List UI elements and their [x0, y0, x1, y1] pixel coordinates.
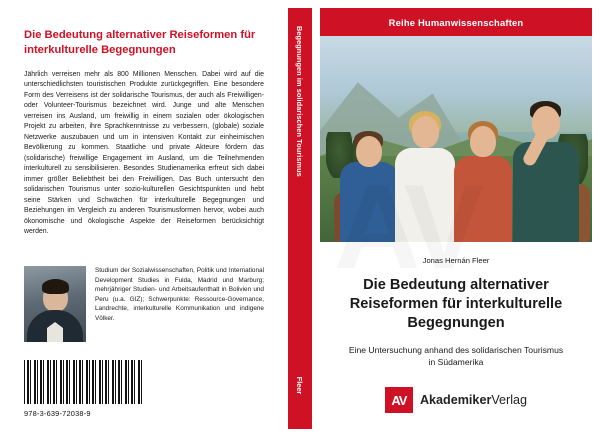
cover-photo	[320, 36, 592, 242]
spine-author	[288, 375, 312, 393]
author-block	[24, 266, 264, 342]
back-cover-title: Die Bedeutung alternativer Reiseformen für interkulturelle Begegnungen	[24, 29, 256, 56]
publisher-logo-block	[320, 387, 592, 413]
torso-shape	[395, 148, 455, 242]
head-shape	[356, 136, 382, 167]
ean-13-barcode	[24, 360, 142, 404]
series-banner: Reihe Humanwissenschaften	[320, 8, 592, 36]
head-shape	[470, 126, 496, 157]
back-cover-panel	[8, 8, 280, 429]
publisher-name-part-2: Verlag	[491, 393, 528, 407]
front-cover-author: Jonas Hernán Fleer	[422, 256, 490, 265]
torso-shape	[454, 156, 512, 242]
torso-shape	[340, 162, 398, 242]
author-biography: Studium der Sozialwissenschaften, Politik und International Development Studies in Fulda, Madrid und Marburg; mehrjähriger Studien- und Arbeitsaufenthalt in Bolivien und Peru (u.a. GIZ); Schwerpunkte: Ressource-Governance, Landrechte, interkulturelle Kommunikation und indigene Völker.	[95, 267, 264, 323]
head-shape	[412, 116, 439, 148]
spine-author-label: Fleer	[295, 376, 305, 395]
publisher-name-part-1: Akademiker	[419, 393, 492, 407]
hiker-figure	[450, 110, 516, 242]
hikers-group	[320, 82, 592, 242]
hiker-figure	[338, 120, 400, 242]
back-cover-blurb: Jährlich verreisen mehr als 800 Millionen Menschen. Dabei wird auf die unterschiedlichsten touristischen Produkte zurückgegriffen. Eine besondere Form des Verreisens ist der solidarische Tourismus, der auch als Freiwilligen- oder Volunteer-Tourismus bezeichnet wird. Junge und alte Menschen verreisen ins Ausland, um freiwillig in einem sozialen oder ökologischen Projekt zu arbeiten, ihre Sprachkenntnisse zu verbessern, (globale) soziale Netzwerke auszubauen und um in intensiven Kontakt zur einheimischen Bevölkerung zu kommen. Staatliche und private Akteure fördern das (solidarische) freiwillige Engagement im Ausland, um die Teilnehmenden interkulturell zu sensibilisieren. Besondes Studienamerika erfreut sich dabei immer größer Beliebtheit bei den Freiwilligen. Das Buch untersucht den solidarischen Tourismus unter sozio-kulturellen Gesichtspunkten und hebt seine Stärken und Schwächen für interkulturelle Begegnungen und Beziehungen im Vergleich zu anderen Tourismusformen hervor, wobei auch ökonomische und ökologische Aspekte der Reiseformen berücksichtigt werden.	[24, 71, 264, 236]
author-portrait-photo	[24, 266, 86, 342]
book-spine	[288, 8, 312, 429]
spine-title: Begegnungen im solidarischen Tourismus	[295, 26, 305, 177]
publisher-name	[420, 393, 527, 407]
hiker-figure	[392, 102, 458, 242]
portrait-hair-shape	[42, 279, 69, 294]
front-cover-subtitle: Eine Untersuchung anhand des solidarischen Tourismus in Südamerika	[348, 345, 564, 368]
barcode-area	[24, 360, 142, 418]
front-cover-panel	[320, 8, 592, 429]
publisher-mark-icon: AV	[385, 387, 413, 413]
isbn-number: 978-3-639-72038-9	[24, 409, 91, 418]
front-cover-title: Die Bedeutung alternativer Reiseformen für interkulturelle Begegnungen	[349, 277, 563, 331]
